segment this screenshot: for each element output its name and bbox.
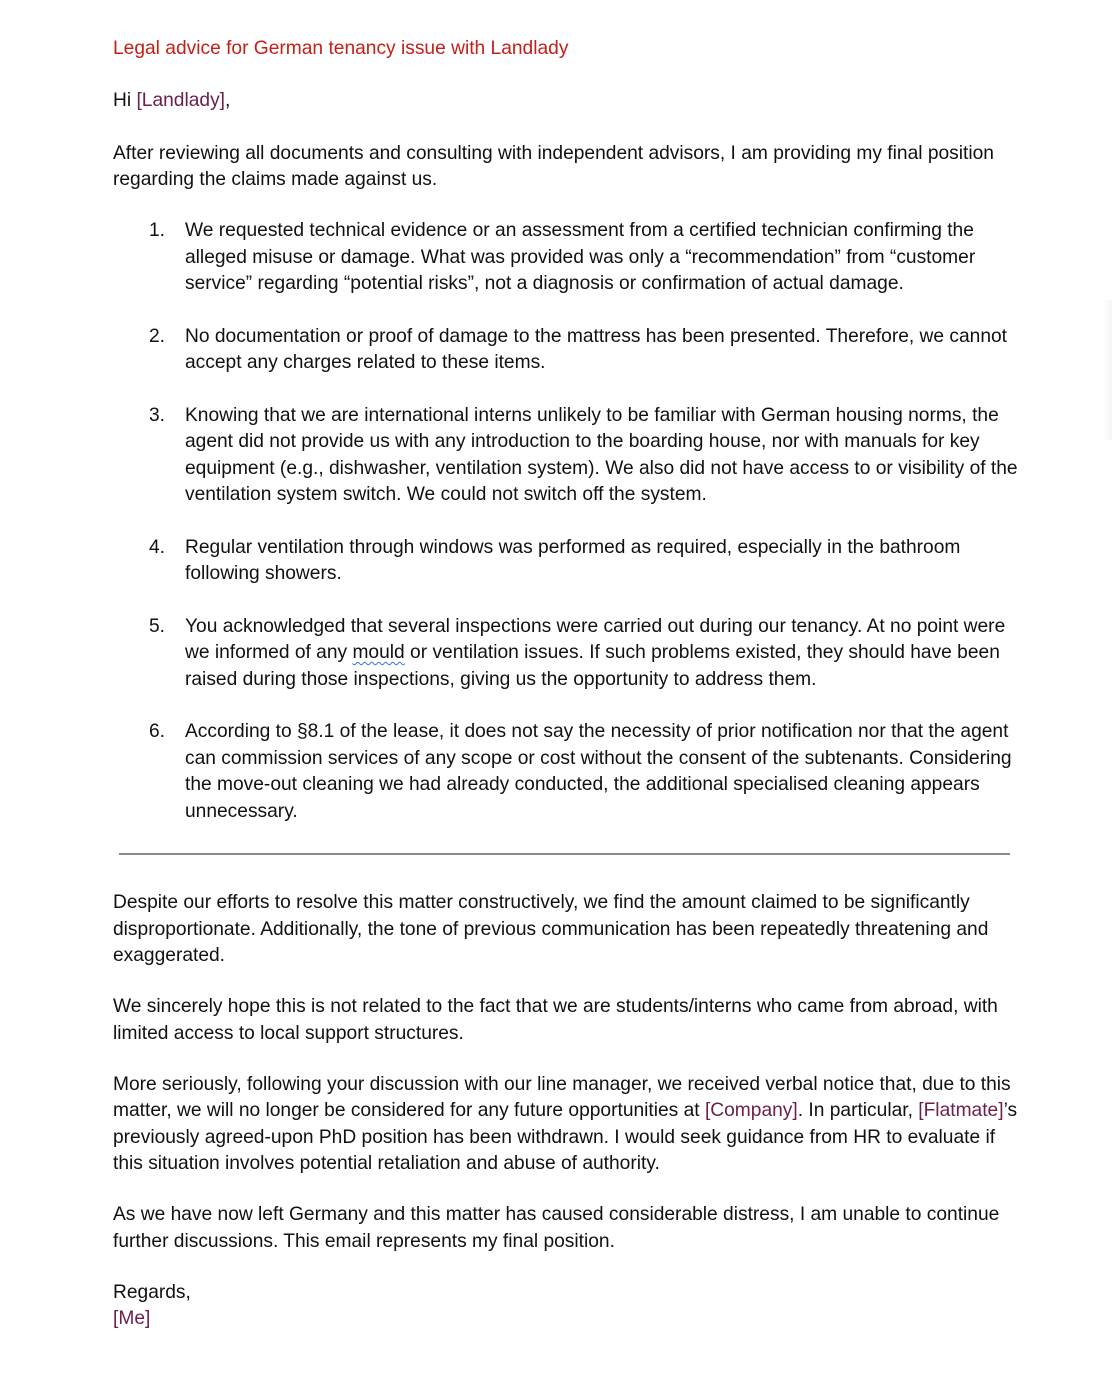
list-item-text: Regular ventilation through windows was performed as required, especially in the bathroom following showers. (185, 536, 961, 584)
list-number: 1. (149, 220, 166, 241)
final-position-paragraph: As we have now left Germany and this matter has caused considerable distress, I am unable to continue further discussions. This email represents my final position. (113, 1204, 1000, 1252)
list-number: 4. (149, 536, 166, 558)
list-number: 3. (149, 404, 166, 426)
text-segment: More seriously, following your discussion with our line manager, we received verbal notice that, due to this matter, we will no longer be considered for any future opportunities at (113, 1073, 1011, 1121)
text-segment: . In particular, (797, 1100, 919, 1121)
greeting-prefix: Hi (113, 90, 137, 111)
spellcheck-flagged-word[interactable]: mould (352, 642, 405, 663)
email-subject: Legal advice for German tenancy issue with Landlady (113, 38, 569, 59)
list-item-text: According to §8.1 of the lease, it does not say the necessity of prior notification nor that the agent can commission services of any scope or cost without the consent of the subtenants. Considering the move-out cleaning we had already conducted, the additional specialised cleaning appears unnecessary. (185, 721, 1012, 822)
list-item (113, 324, 1023, 377)
greeting-line (113, 88, 1023, 115)
claims-response-list (113, 218, 1023, 825)
intro-paragraph: After reviewing all documents and consulting with independent advisors, I am providing my final position regarding the claims made against us. (113, 142, 994, 190)
list-item (113, 218, 1023, 298)
recipient-placeholder: [Landlady] (136, 90, 225, 111)
text-segment: or ventilation issues. If such problems existed, they should have been raised during those inspections, giving us the opportunity to address them. (185, 642, 1000, 690)
list-number: 5. (149, 615, 166, 637)
list-number: 6. (149, 721, 166, 742)
list-item (113, 614, 1023, 694)
list-item (113, 403, 1023, 509)
text-segment: You acknowledged that several inspections were carried out during our tenancy. At no point were we informed of any (185, 615, 1006, 663)
list-number: 2. (149, 325, 166, 347)
greeting-suffix: , (225, 90, 231, 111)
list-item-text (185, 616, 1005, 690)
text-segment: ’s previously agreed-upon PhD position has been withdrawn. I would seek guidance from HR to evaluate if this situation involves potential retaliation and abuse of authority. (113, 1100, 1018, 1174)
students-paragraph: We sincerely hope this is not related to the fact that we are students/interns who came from abroad, with limited access to local support structures. (113, 996, 998, 1044)
list-item-text: Knowing that we are international interns unlikely to be familiar with German housing norms, the agent did not provide us with any introduction to the boarding house, nor with manuals for key equipment (e.g., dishwasher, ventilation system). We also did not have access to or visibility of the ventilation system switch. We could not switch off the system. (185, 404, 1018, 505)
horizontal-divider (119, 853, 1010, 855)
signature-placeholder: [Me] (113, 1308, 151, 1329)
disproportion-paragraph: Despite our efforts to resolve this matter constructively, we find the amount claimed to be significantly disproportionate. Additionally, the tone of previous communication has been repeatedly threatening and exaggerated. (113, 892, 989, 966)
scroll-edge-shadow (1102, 300, 1112, 440)
list-item (113, 719, 1023, 825)
company-placeholder: [Company] (704, 1100, 798, 1121)
list-item (113, 535, 1023, 588)
email-document (113, 36, 1023, 1333)
signoff: Regards, (113, 1281, 191, 1303)
flatmate-placeholder: [Flatmate] (918, 1100, 1004, 1121)
list-item-text: No documentation or proof of damage to the mattress has been presented. Therefore, we cannot accept any charges related to these items. (185, 325, 1008, 373)
retaliation-paragraph (113, 1072, 1023, 1178)
list-item-text: We requested technical evidence or an assessment from a certified technician confirming the alleged misuse or damage. What was provided was only a “recommendation” from “customer service” regarding “potential risks”, not a diagnosis or confirmation of actual damage. (185, 220, 976, 294)
